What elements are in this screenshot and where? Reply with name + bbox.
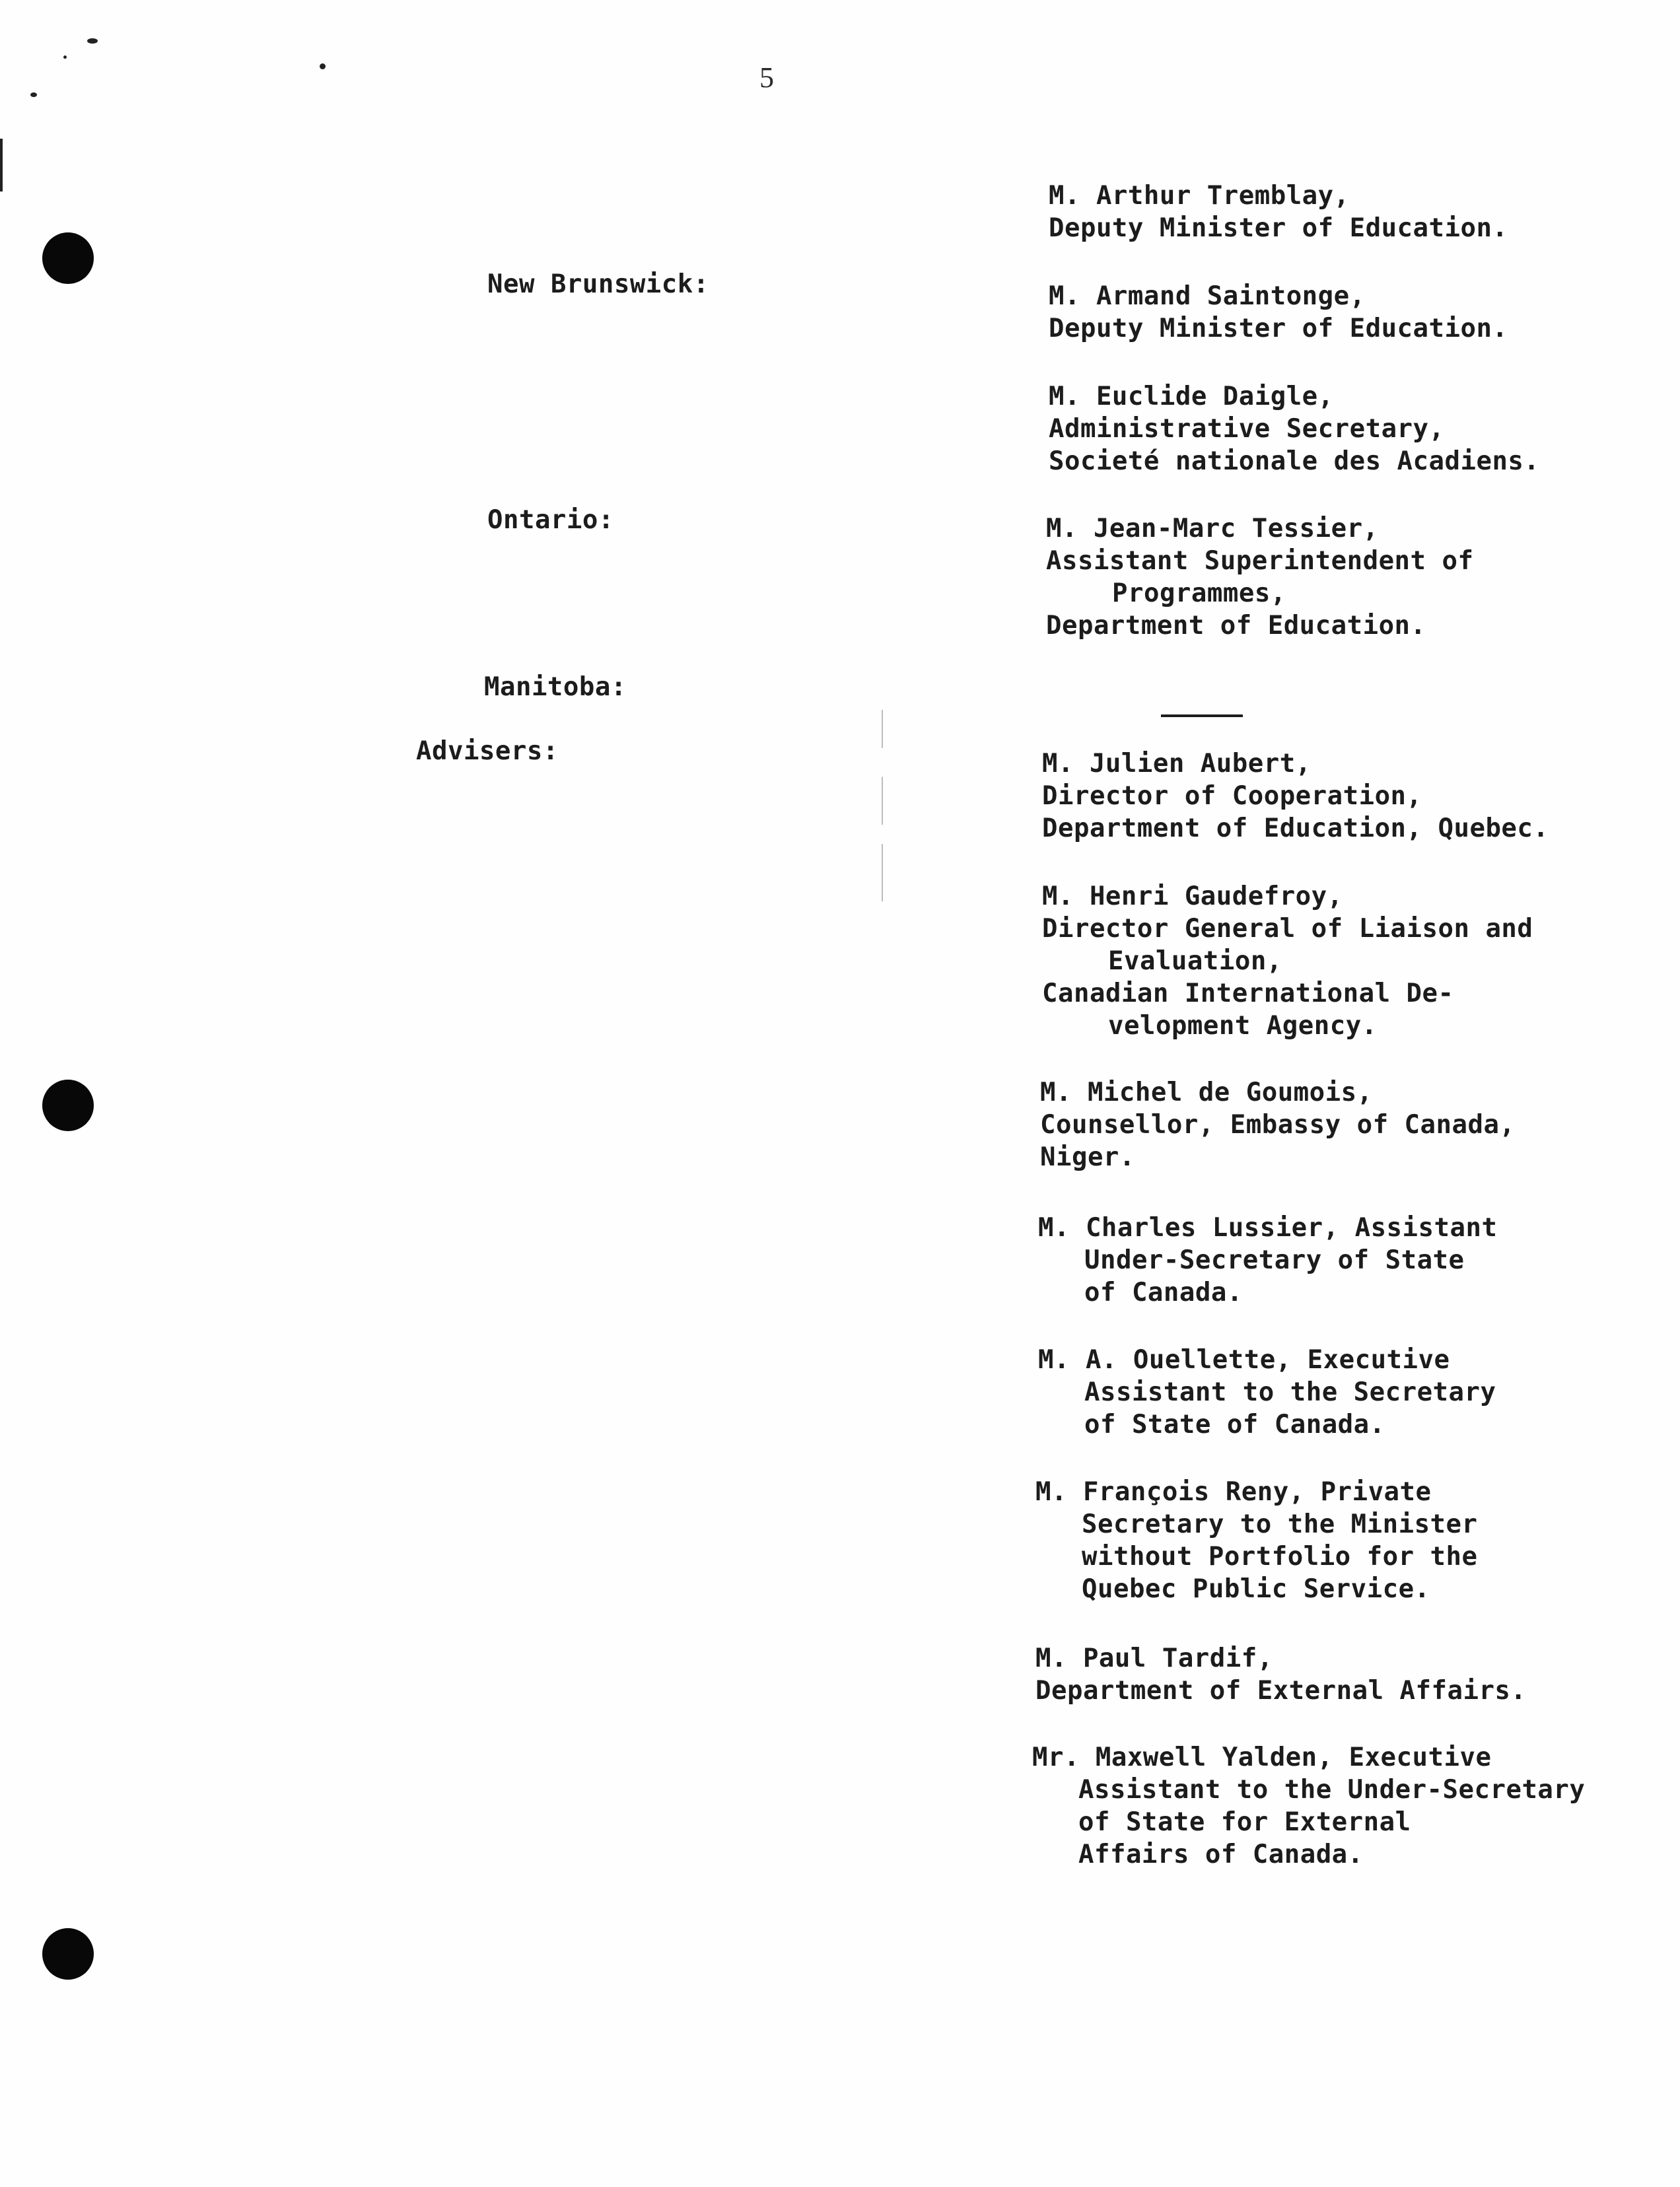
delegate-title: Assistant Superintendent of [1046,546,1474,576]
adviser-title: Secretary to the Minister [1082,1510,1478,1539]
adviser-entry [1032,1741,1585,1871]
adviser-name: M. Julien Aubert, [1042,749,1312,779]
delegate-entry [1049,380,1539,477]
delegate-name: M. Arthur Tremblay, [1049,181,1350,211]
adviser-title-continued: Evaluation, [1108,946,1282,976]
adviser-name: M. Michel de Goumois, [1040,1078,1373,1107]
adviser-title-continued: Affairs of Canada. [1078,1840,1364,1869]
adviser-organization: Department of External Affairs. [1035,1676,1527,1706]
adviser-title-continued: Quebec Public Service. [1082,1574,1430,1604]
delegate-name: M. Armand Saintonge, [1049,281,1366,311]
adviser-title-continued: of State of Canada. [1084,1410,1385,1440]
adviser-name: M. Henri Gaudefroy, [1042,882,1343,911]
delegate-title-continued: Programmes, [1112,578,1286,608]
delegate-title: Deputy Minister of Education. [1049,213,1508,243]
scan-artifact-line [882,710,883,901]
delegate-title: Deputy Minister of Education. [1049,314,1508,343]
adviser-location: Niger. [1040,1142,1135,1172]
province-label-ontario: Ontario: [487,505,614,535]
scan-speck [320,63,326,69]
page-number: 5 [759,61,774,94]
punch-hole [42,1928,94,1980]
adviser-title: Director General of Liaison and [1042,914,1533,944]
adviser-title: Under-Secretary of State [1084,1245,1465,1275]
adviser-entry [1038,1212,1497,1309]
adviser-entry [1040,1076,1515,1173]
adviser-name: Mr. Maxwell Yalden, Executive [1032,1743,1492,1772]
adviser-entry [1038,1344,1496,1441]
adviser-title-continued: without Portfolio for the [1082,1542,1478,1572]
adviser-title: Assistant to the Under-Secretary [1078,1775,1586,1805]
delegate-title: Administrative Secretary, [1049,414,1445,444]
scan-speck [30,92,37,97]
advisers-label: Advisers: [416,736,559,766]
scan-speck [87,38,98,44]
adviser-name: M. François Reny, Private [1035,1477,1432,1507]
section-divider [1161,714,1243,717]
adviser-organization-continued: velopment Agency. [1108,1011,1378,1041]
delegate-entry [1046,512,1473,642]
scan-edge-mark [0,139,3,191]
adviser-title-continued: of State for External [1078,1807,1411,1837]
province-label-manitoba: Manitoba: [484,672,627,702]
adviser-organization: Canadian International De- [1042,979,1454,1008]
adviser-name: M. A. Ouellette, Executive [1038,1345,1450,1375]
adviser-entry [1042,880,1533,1042]
adviser-organization: Department of Education, Quebec. [1042,814,1549,843]
punch-hole [42,232,94,284]
adviser-title: Counsellor, Embassy of Canada, [1040,1110,1516,1140]
adviser-name: M. Paul Tardif, [1035,1644,1273,1673]
scan-speck [63,55,67,59]
delegate-entry [1049,180,1508,244]
delegate-organization: Societé nationale des Acadiens. [1049,446,1540,476]
adviser-name: M. Charles Lussier, Assistant [1038,1213,1498,1243]
delegate-organization: Department of Education. [1046,611,1426,641]
adviser-entry [1035,1642,1526,1707]
delegate-name: M. Euclide Daigle, [1049,382,1334,411]
adviser-title-continued: of Canada. [1084,1278,1243,1307]
punch-hole [42,1080,94,1131]
adviser-title: Assistant to the Secretary [1084,1377,1496,1407]
delegate-name: M. Jean-Marc Tessier, [1046,514,1379,543]
delegate-entry [1049,280,1508,345]
province-label-new-brunswick: New Brunswick: [487,269,709,299]
adviser-entry [1035,1476,1478,1605]
adviser-entry [1042,747,1549,845]
adviser-title: Director of Cooperation, [1042,781,1422,811]
